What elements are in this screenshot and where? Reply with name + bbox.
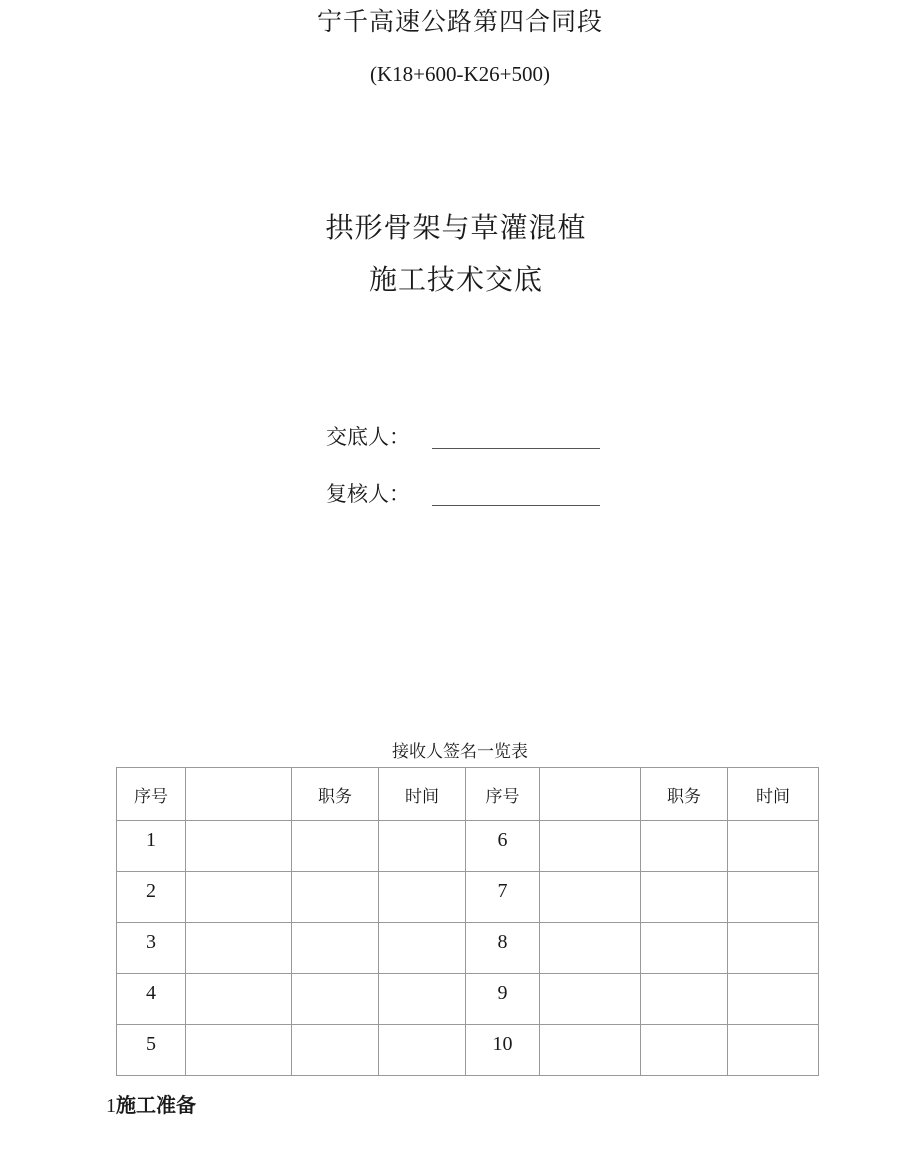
position-cell [641, 923, 728, 974]
time-cell [728, 821, 819, 872]
row-number-cell: 7 [466, 872, 540, 923]
discloser-label: 交底人： [326, 425, 410, 449]
section-range: (K18+600-K26+500) [370, 62, 550, 86]
table-row [117, 974, 819, 1025]
reviewer-label: 复核人： [326, 482, 410, 506]
time-cell [379, 821, 466, 872]
name-cell [540, 923, 641, 974]
header-cell: 序号 [117, 768, 186, 821]
section-title: 施工准备 [116, 1093, 196, 1117]
table-caption: 接收人签名一览表 [392, 742, 528, 762]
row-number-cell: 4 [117, 974, 186, 1025]
reviewer-signature-line [432, 485, 600, 506]
table-row [117, 821, 819, 872]
time-cell [728, 872, 819, 923]
position-cell [641, 1025, 728, 1076]
header-cell [540, 768, 641, 821]
section-number: 1 [106, 1095, 116, 1117]
time-cell [379, 1025, 466, 1076]
name-cell [540, 821, 641, 872]
row-number-cell: 9 [466, 974, 540, 1025]
section-heading [106, 1089, 196, 1118]
time-cell [379, 872, 466, 923]
position-cell [292, 923, 379, 974]
time-cell [379, 923, 466, 974]
position-cell [641, 974, 728, 1025]
position-cell [292, 821, 379, 872]
row-number-cell: 5 [117, 1025, 186, 1076]
header-cell: 序号 [466, 768, 540, 821]
row-number-cell: 10 [466, 1025, 540, 1076]
name-cell [540, 974, 641, 1025]
section-name: 宁千高速公路第四合同段 [316, 7, 603, 36]
name-cell [540, 1025, 641, 1076]
position-cell [292, 872, 379, 923]
name-cell [186, 821, 292, 872]
row-number-cell: 1 [117, 821, 186, 872]
name-cell [540, 872, 641, 923]
time-cell [728, 923, 819, 974]
document-title: 拱形骨架与草灌混植 [325, 211, 587, 244]
time-cell [728, 974, 819, 1025]
row-number-cell: 6 [466, 821, 540, 872]
discloser-signature-line [432, 428, 600, 449]
position-cell [292, 974, 379, 1025]
name-cell [186, 1025, 292, 1076]
time-cell [728, 1025, 819, 1076]
position-cell [641, 872, 728, 923]
time-cell [379, 974, 466, 1025]
name-cell [186, 923, 292, 974]
document-subtitle: 施工技术交底 [368, 263, 543, 296]
recipient-signature-table [116, 767, 819, 1076]
header-cell: 时间 [728, 768, 819, 821]
position-cell [641, 821, 728, 872]
row-number-cell: 3 [117, 923, 186, 974]
table-row [117, 872, 819, 923]
name-cell [186, 872, 292, 923]
header-cell [186, 768, 292, 821]
reviewer-row [326, 478, 600, 508]
header-cell: 职务 [641, 768, 728, 821]
table-row [117, 923, 819, 974]
header-cell: 时间 [379, 768, 466, 821]
name-cell [186, 974, 292, 1025]
position-cell [292, 1025, 379, 1076]
header-cell: 职务 [292, 768, 379, 821]
row-number-cell: 8 [466, 923, 540, 974]
row-number-cell: 2 [117, 872, 186, 923]
discloser-row [326, 421, 600, 451]
table-header-row [117, 768, 819, 821]
table-row [117, 1025, 819, 1076]
